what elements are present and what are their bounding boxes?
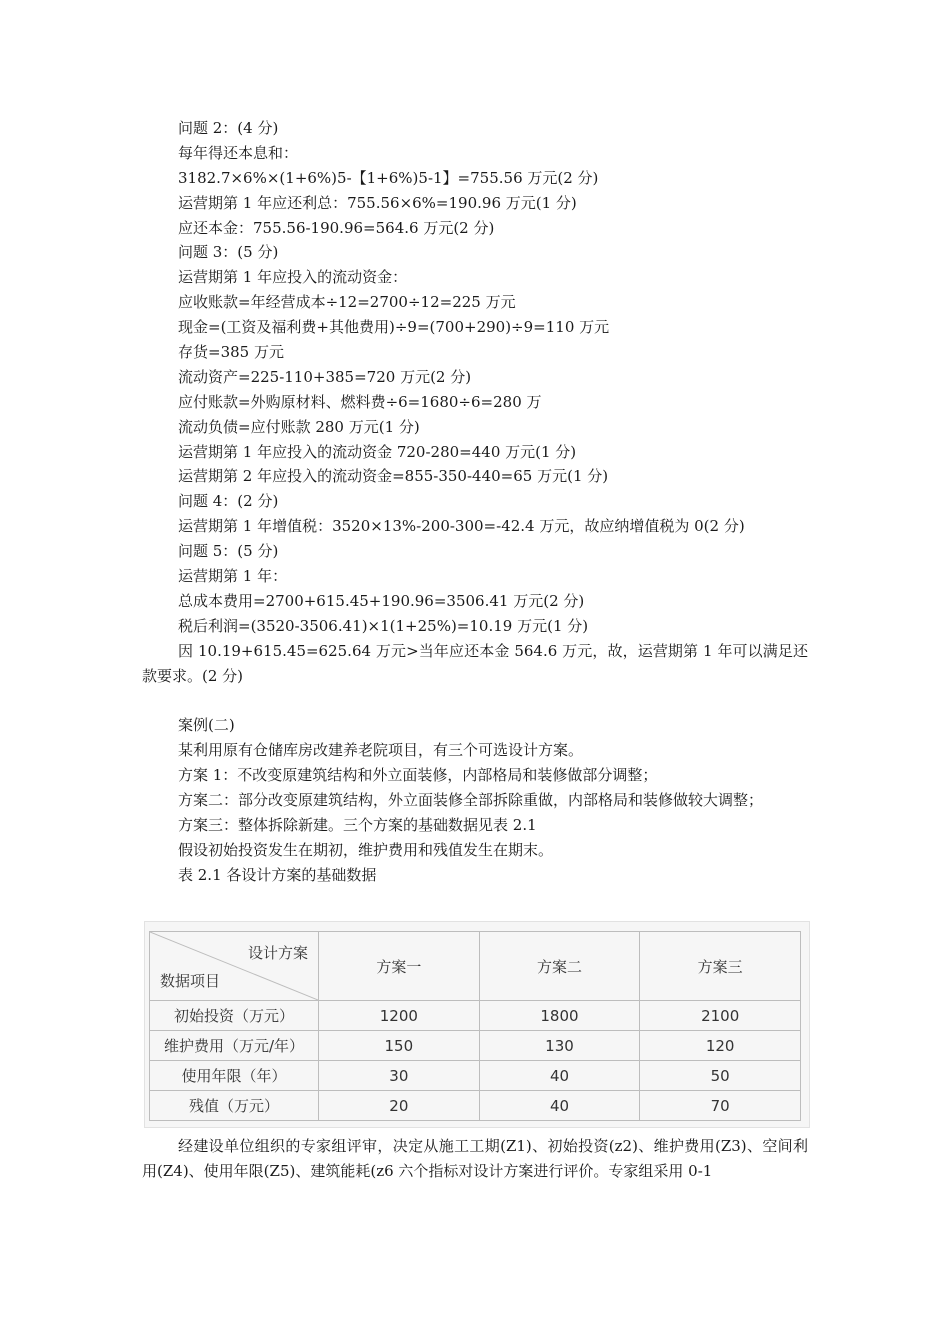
column-header: 方案二 [479, 932, 640, 1001]
table-row [150, 1091, 801, 1121]
text-line: 运营期第 1 年应投入的流动资金 720-280=440 万元(1 分) [178, 442, 577, 461]
table-cell: 40 [479, 1061, 640, 1091]
table-row [150, 1061, 801, 1091]
text-line: 税后利润=(3520-3506.41)×1(1+25%)=10.19 万元(1 分) [178, 616, 589, 635]
text-line: 每年得还本息和： [178, 143, 299, 162]
text-line: 流动资产=225-110+385=720 万元(2 分) [178, 367, 472, 386]
text-line: 流动负债=应付账款 280 万元(1 分) [178, 417, 420, 436]
table-cell: 130 [479, 1031, 640, 1061]
table-row [150, 1031, 801, 1061]
row-label: 残值（万元） [150, 1091, 319, 1121]
text-line: 问题 2：(4 分) [178, 119, 279, 137]
table-cell: 20 [319, 1091, 480, 1121]
case-title: 案例(二) [178, 716, 235, 735]
row-label: 初始投资（万元） [150, 1001, 319, 1031]
text-line: 方案 1：不改变原建筑结构和外立面装修，内部格局和装修做部分调整； [178, 766, 658, 785]
table-cell: 1200 [319, 1001, 480, 1031]
design-scheme-table [149, 931, 801, 1121]
text-line: 总成本费用=2700+615.45+190.96=3506.41 万元(2 分) [178, 591, 585, 610]
text-line: 问题 4：(2 分) [178, 492, 279, 511]
diagonal-header-cell [150, 932, 319, 1001]
text-line: 运营期第 1 年应投入的流动资金： [178, 268, 408, 287]
text-line: 运营期第 1 年增值税：3520×13%-200-300=-42.4 万元，故应纳增值税为 0(2 分) [178, 517, 745, 536]
text-line: 运营期第 1 年： [178, 567, 288, 586]
table-cell: 50 [640, 1061, 801, 1091]
row-label: 维护费用（万元/年） [150, 1031, 319, 1061]
table-cell: 120 [640, 1031, 801, 1061]
table-caption: 表 2.1 各设计方案的基础数据 [178, 865, 377, 884]
text-line: 应收账款=年经营成本÷12=2700÷12=225 万元 [178, 293, 516, 312]
table-image [144, 921, 810, 1128]
text-line: 运营期第 2 年应投入的流动资金=855-350-440=65 万元(1 分) [178, 467, 609, 486]
table-cell: 150 [319, 1031, 480, 1061]
text-line: 假设初始投资发生在期初，维护费用和残值发生在期末。 [178, 840, 554, 859]
text-line: 运营期第 1 年应还利总：755.56×6%=190.96 万元(1 分) [178, 193, 577, 212]
table-cell: 2100 [640, 1001, 801, 1031]
text-line: 3182.7×6%×(1+6%)5-【1+6%)5-1】=755.56 万元(2 分) [178, 168, 599, 187]
table-cell: 70 [640, 1091, 801, 1121]
table-header-row [150, 932, 801, 1001]
row-label: 使用年限（年） [150, 1061, 319, 1091]
table-cell: 30 [319, 1061, 480, 1091]
text-body [0, 116, 950, 888]
evaluation-paragraph: 经建设单位组织的专家组评审，决定从施工工期(Z1)、初始投资(z2)、维护费用(Z3)、空间利用(Z4)、使用年限(Z5)、建筑能耗(z6 六个指标对设计方案进行评价。专家组采用 0-1 [142, 1137, 808, 1180]
text-line: 应付账款=外购原材料、燃料费÷6=1680÷6=280 万 [178, 392, 542, 411]
column-header: 方案一 [319, 932, 480, 1001]
text-line: 某利用原有仓储库房改建养老院项目，有三个可选设计方案。 [178, 741, 584, 760]
table-cell: 1800 [479, 1001, 640, 1031]
table-cell: 40 [479, 1091, 640, 1121]
corner-bottom-label: 数据项目 [160, 972, 221, 990]
text-body-after-table [0, 1134, 950, 1184]
column-header: 方案三 [640, 932, 801, 1001]
text-line: 存货=385 万元 [178, 343, 284, 362]
conclusion-paragraph: 因 10.19+615.45=625.64 万元>当年应还本金 564.6 万元，故，运营期第 1 年可以满足还款要求。(2 分) [142, 641, 808, 685]
text-line: 方案二：部分改变原建筑结构，外立面装修全部拆除重做，内部格局和装修做较大调整； [178, 791, 764, 810]
text-line: 问题 5：(5 分) [178, 542, 279, 561]
table-row [150, 1001, 801, 1031]
text-line: 应还本金：755.56-190.96=564.6 万元(2 分) [178, 218, 495, 237]
spacer [0, 689, 950, 714]
corner-top-label: 设计方案 [247, 944, 308, 962]
text-line: 问题 3：(5 分) [178, 243, 279, 262]
text-line: 现金=(工资及福利费+其他费用)÷9=(700+290)÷9=110 万元 [178, 318, 610, 337]
text-line: 方案三：整体拆除新建。三个方案的基础数据见表 2.1 [178, 815, 537, 834]
